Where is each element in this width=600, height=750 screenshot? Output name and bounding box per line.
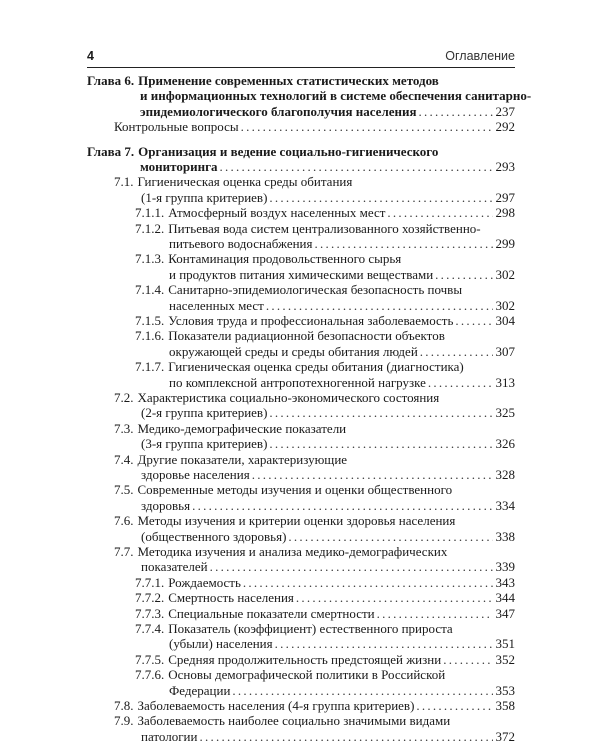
dot-leader (210, 559, 493, 574)
entry-title: Федерации (169, 682, 231, 698)
toc-line (140, 88, 532, 104)
page-ref: 328 (495, 467, 515, 482)
toc-line (114, 713, 515, 728)
section-number: 7.3. (114, 420, 134, 436)
toc-line (140, 159, 515, 174)
dot-leader (435, 267, 493, 282)
toc-line (114, 421, 515, 436)
section-number: 7.1.7. (135, 359, 165, 375)
entry-title: Гигиеническая оценка среды обитания (137, 174, 353, 190)
page-ref: 302 (495, 297, 515, 313)
section-number: 7.7.2. (135, 590, 165, 606)
toc-line (114, 119, 515, 134)
entry-title: Санитарно-эпидемиологическая безопасность почвы (168, 282, 463, 298)
toc-line (135, 221, 515, 236)
section-number: 7.7.3. (135, 605, 165, 621)
entry-title: Рождаемость (168, 574, 241, 590)
page-ref: 351 (495, 636, 515, 652)
toc-line (141, 467, 515, 482)
entry-title: (3-я группа критериев) (141, 436, 268, 452)
section-number: 7.7.6. (135, 667, 165, 683)
page-ref: 292 (495, 119, 515, 135)
toc-line (141, 436, 515, 451)
dot-leader (455, 313, 493, 328)
entry-title: населенных мест (169, 297, 264, 313)
entry-title: Заболеваемость населения (4-я группа критериев) (137, 698, 415, 713)
dot-leader (288, 529, 493, 544)
toc-line (135, 667, 515, 682)
page-ref: 347 (495, 605, 515, 621)
toc-line (169, 298, 515, 313)
toc-line (135, 652, 515, 667)
entry-title: Питьевая вода систем централизованного хозяйственно- (168, 220, 481, 236)
toc-line (87, 144, 515, 159)
page-ref: 293 (495, 159, 515, 174)
page-ref: 338 (495, 528, 515, 544)
toc-line (169, 683, 515, 698)
section-number: 7.1. (114, 174, 134, 190)
toc-line (169, 636, 515, 651)
toc-line (114, 482, 515, 497)
page-header (87, 45, 515, 68)
toc-line (114, 698, 515, 713)
section-number: 7.4. (114, 451, 134, 467)
dot-leader (252, 467, 493, 482)
entry-title: и продуктов питания химическими веществами (169, 266, 434, 282)
entry-title: Атмосферный воздух населенных мест (168, 205, 386, 221)
toc-line (114, 174, 515, 189)
toc-line (135, 590, 515, 605)
dot-leader (232, 683, 493, 698)
dot-leader (241, 119, 493, 134)
entry-title: Характеристика социально-экономического состояния (137, 390, 440, 405)
section-number: 7.1.5. (135, 313, 165, 328)
dot-leader (443, 652, 493, 667)
section-number: 7.1.4. (135, 282, 165, 298)
toc-line (135, 359, 515, 374)
dot-leader (275, 636, 493, 651)
dot-leader (416, 698, 493, 713)
page-ref: 307 (495, 343, 515, 359)
dot-leader (377, 606, 493, 621)
entry-title: (1-я группа критериев) (141, 189, 268, 205)
entry-title: Основы демографической политики в Российской (168, 667, 446, 683)
page-ref: 339 (495, 559, 515, 575)
section-number: 7.7.4. (135, 621, 165, 636)
toc-line (114, 544, 515, 559)
page-ref: 344 (495, 590, 515, 606)
section-number: 7.2. (114, 390, 134, 405)
entry-title: Контрольные вопросы (114, 119, 239, 135)
toc-line (114, 452, 515, 467)
entry-title: Медико-демографические показатели (137, 420, 347, 436)
toc-line (169, 375, 515, 390)
entry-title: показателей (141, 559, 208, 575)
entry-title: Условия труда и профессиональная заболеваемость (168, 313, 454, 328)
toc-line (140, 104, 515, 119)
page-ref: 298 (495, 205, 515, 221)
entry-title: Гигиеническая оценка среды обитания (диагностика) (168, 359, 464, 375)
section-number: 7.6. (114, 513, 134, 529)
entry-title: Методика изучения и анализа медико-демографических (137, 544, 448, 559)
page-ref: 237 (495, 103, 515, 119)
toc-line (114, 390, 515, 405)
entry-title: (общественного здоровья) (141, 528, 287, 544)
section-number: 7.9. (114, 713, 134, 729)
entry-title: Современные методы изучения и оценки общественного (137, 482, 453, 498)
dot-leader (243, 575, 493, 590)
section-number: 7.1.2. (135, 220, 165, 236)
toc-line (114, 513, 515, 528)
page-ref: 325 (495, 405, 515, 421)
toc-line (141, 529, 515, 544)
toc-line (141, 498, 515, 513)
toc-line (135, 251, 515, 266)
page-ref: 343 (495, 574, 515, 590)
entry-title: Заболеваемость наиболее социально значимыми видами (137, 713, 451, 729)
dot-leader (314, 236, 493, 251)
dot-leader (269, 405, 493, 420)
section-number: 7.7.5. (135, 651, 165, 667)
page-ref: 297 (495, 189, 515, 205)
dot-leader (419, 104, 493, 119)
entry-title: Организация и ведение социально-гигиенического (138, 143, 439, 159)
entry-title: по комплексной антропотехногенной нагрузке (169, 374, 426, 390)
entry-title: питьевого водоснабжения (169, 236, 313, 251)
entry-title: здоровья (141, 497, 191, 513)
section-number: 7.1.3. (135, 251, 165, 267)
toc-line (141, 559, 515, 574)
toc-line (135, 575, 515, 590)
entry-title: и информационных технологий в системе обеспечения санитарно- (140, 88, 532, 104)
page-ref: 353 (495, 682, 515, 698)
toc-line (135, 328, 515, 343)
entry-title: Специальные показатели смертности (168, 605, 375, 621)
entry-title: Другие показатели, характеризующие (137, 451, 348, 467)
page-ref: 304 (495, 313, 515, 328)
toc-line (141, 190, 515, 205)
toc-line (169, 236, 515, 251)
toc-line (135, 606, 515, 621)
entry-title: Средняя продолжительность предстоящей жизни (168, 651, 442, 667)
dot-leader (387, 205, 493, 220)
dot-leader (192, 498, 493, 513)
page-number: 4 (87, 49, 94, 63)
entry-title: Контаминация продовольственного сырья (168, 251, 402, 267)
toc-line (141, 405, 515, 420)
entry-title: (убыли) населения (169, 636, 273, 652)
entry-title: Показатель (коэффициент) естественного прироста (168, 621, 453, 636)
toc-line (141, 729, 515, 744)
toc-line (169, 267, 515, 282)
toc-line (169, 344, 515, 359)
page-ref: 352 (495, 651, 515, 667)
entry-title: Применение современных статистических методов (138, 73, 439, 88)
page-ref: 326 (495, 436, 515, 452)
entry-title: Методы изучения и критерии оценки здоровья населения (137, 513, 456, 529)
dot-leader (269, 190, 493, 205)
entry-title: патологии (141, 728, 198, 744)
dot-leader (296, 590, 493, 605)
dot-leader (266, 298, 493, 313)
dot-leader (420, 344, 493, 359)
dot-leader (220, 159, 494, 174)
section-number: 7.1.6. (135, 328, 165, 344)
page-ref: 372 (495, 728, 515, 744)
page-ref: 299 (495, 236, 515, 251)
dot-leader (269, 436, 493, 451)
section-number: 7.7.1. (135, 574, 165, 590)
page-ref: 302 (495, 266, 515, 282)
page-ref: 358 (495, 698, 515, 713)
toc-line (135, 621, 515, 636)
section-number: 7.5. (114, 482, 134, 498)
toc-line (135, 205, 515, 220)
toc-line (135, 313, 515, 328)
toc-line (87, 73, 515, 88)
entry-title: Смертность населения (168, 590, 294, 606)
chapter-label: Глава 6. (87, 73, 135, 88)
dot-leader (199, 729, 493, 744)
entry-title: эпидемиологического благополучия населения (140, 103, 417, 119)
toc-line (135, 282, 515, 297)
entry-title: окружающей среды и среды обитания людей (169, 343, 418, 359)
section-number: 7.7. (114, 544, 134, 559)
entry-title: мониторинга (140, 159, 218, 174)
entry-title: здоровье населения (141, 467, 250, 482)
page-ref: 313 (495, 374, 515, 390)
chapter-label: Глава 7. (87, 143, 135, 159)
page-ref: 334 (495, 497, 515, 513)
running-title: Оглавление (445, 49, 515, 63)
entry-title: (2-я группа критериев) (141, 405, 268, 421)
entry-title: Показатели радиационной безопасности объектов (168, 328, 445, 344)
section-number: 7.8. (114, 698, 134, 713)
section-number: 7.1.1. (135, 205, 165, 221)
dot-leader (428, 375, 493, 390)
